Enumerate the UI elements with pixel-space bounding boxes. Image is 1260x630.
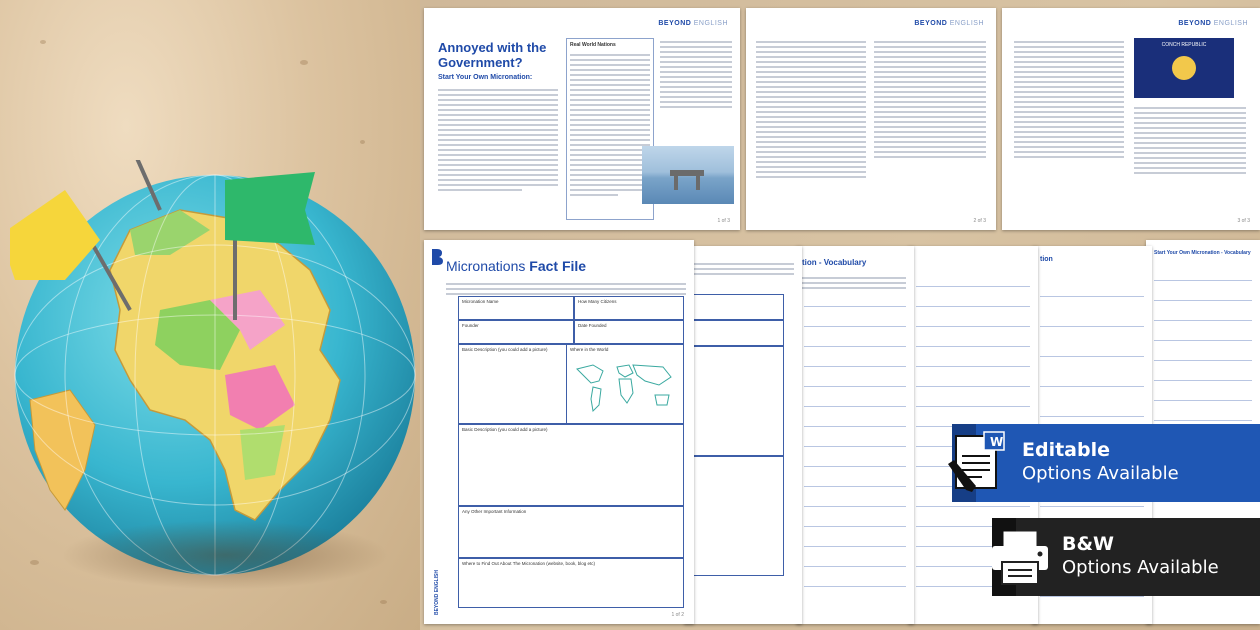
field-date-founded: Date Founded (574, 320, 684, 344)
sealand-photo (642, 146, 734, 204)
flag-emblem (1172, 56, 1196, 80)
brand-logo: BEYOND ENGLISH (1178, 20, 1248, 27)
field-other-information: Any Other Important Information (458, 506, 684, 558)
badge-title: B&W (1062, 533, 1115, 555)
word-document-pencil-icon (946, 430, 1016, 496)
real-world-nations-box (566, 38, 654, 220)
column-text (1014, 38, 1124, 161)
intro-text-block (438, 86, 558, 194)
grid-cell (688, 456, 784, 576)
worksheet-page-fact-file-2 (684, 246, 802, 624)
worksheet-subtitle: Start Your Own Micronation: (438, 74, 533, 81)
sand-texture (380, 600, 387, 604)
vocabulary-heading: tion - Vocabulary (802, 258, 867, 267)
sand-texture (40, 40, 46, 44)
worksheet-page-intro (424, 8, 740, 230)
worksheet-page-vocabulary (796, 246, 914, 624)
column-text (1134, 104, 1246, 177)
page-number: 1 of 2 (671, 612, 684, 618)
column-text (756, 38, 866, 181)
worksheet-title: Annoyed with the Government? (438, 40, 547, 70)
bw-badge-text (1062, 532, 1219, 580)
globe-shadow (60, 520, 390, 590)
badge-subtitle: Options Available (1062, 557, 1219, 578)
brand-b-icon (430, 248, 444, 266)
worksheet-page-fact-file (424, 240, 694, 624)
page-number: 2 of 3 (973, 218, 986, 224)
world-map-outline (573, 359, 677, 417)
editable-badge-text (1022, 438, 1179, 486)
field-basic-description-2: Basic Description (you could add a picture) (458, 424, 684, 506)
brand-vertical: BEYOND ENGLISH (434, 570, 440, 616)
svg-text:W: W (990, 435, 1004, 449)
column-text (660, 38, 732, 111)
field-founder: Founder (458, 320, 574, 344)
grid-cell (688, 320, 784, 346)
conch-republic-flag (1134, 38, 1234, 98)
intro-text (690, 260, 794, 278)
field-where-in-world (566, 344, 684, 424)
worksheet-page-3 (1002, 8, 1260, 230)
sand-texture (300, 60, 308, 65)
printer-icon (986, 524, 1056, 590)
worksheet-page-2 (746, 8, 996, 230)
globe-photo (0, 0, 420, 630)
field-where-to-find-out: Where to Find Out About The Micronation (website, book, blog etc) (458, 558, 684, 608)
globe (10, 160, 420, 590)
grid-cell (688, 294, 784, 320)
badge-subtitle: Options Available (1022, 463, 1179, 484)
brand-logo: BEYOND ENGLISH (658, 20, 728, 27)
bw-options-badge (1016, 518, 1260, 596)
sand-texture (360, 140, 365, 144)
box-heading: Real World Nations (570, 42, 616, 48)
column-text (874, 38, 986, 161)
flag-caption: CONCH REPUBLIC (1161, 42, 1207, 48)
page-number: 3 of 3 (1237, 218, 1250, 224)
grid-cell (688, 346, 784, 456)
field-how-many-citizens: How Many Citizens (574, 296, 684, 320)
page-number: 1 of 3 (717, 218, 730, 224)
vocab-intro-text (802, 274, 906, 292)
fact-file-title: Micronations Fact File (446, 258, 587, 274)
brand-logo: BEYOND ENGLISH (914, 20, 984, 27)
badge-title: Editable (1022, 439, 1110, 461)
field-micronation-name: Micronation Name (458, 296, 574, 320)
field-where-in-world-label: Where in the World (570, 347, 609, 352)
page-header: tion (1040, 256, 1053, 263)
field-basic-description: Basic Description (you could add a picture) (458, 344, 684, 424)
editable-options-badge (976, 424, 1260, 502)
page-header: Start Your Own Micronation - Vocabulary (1154, 250, 1251, 256)
